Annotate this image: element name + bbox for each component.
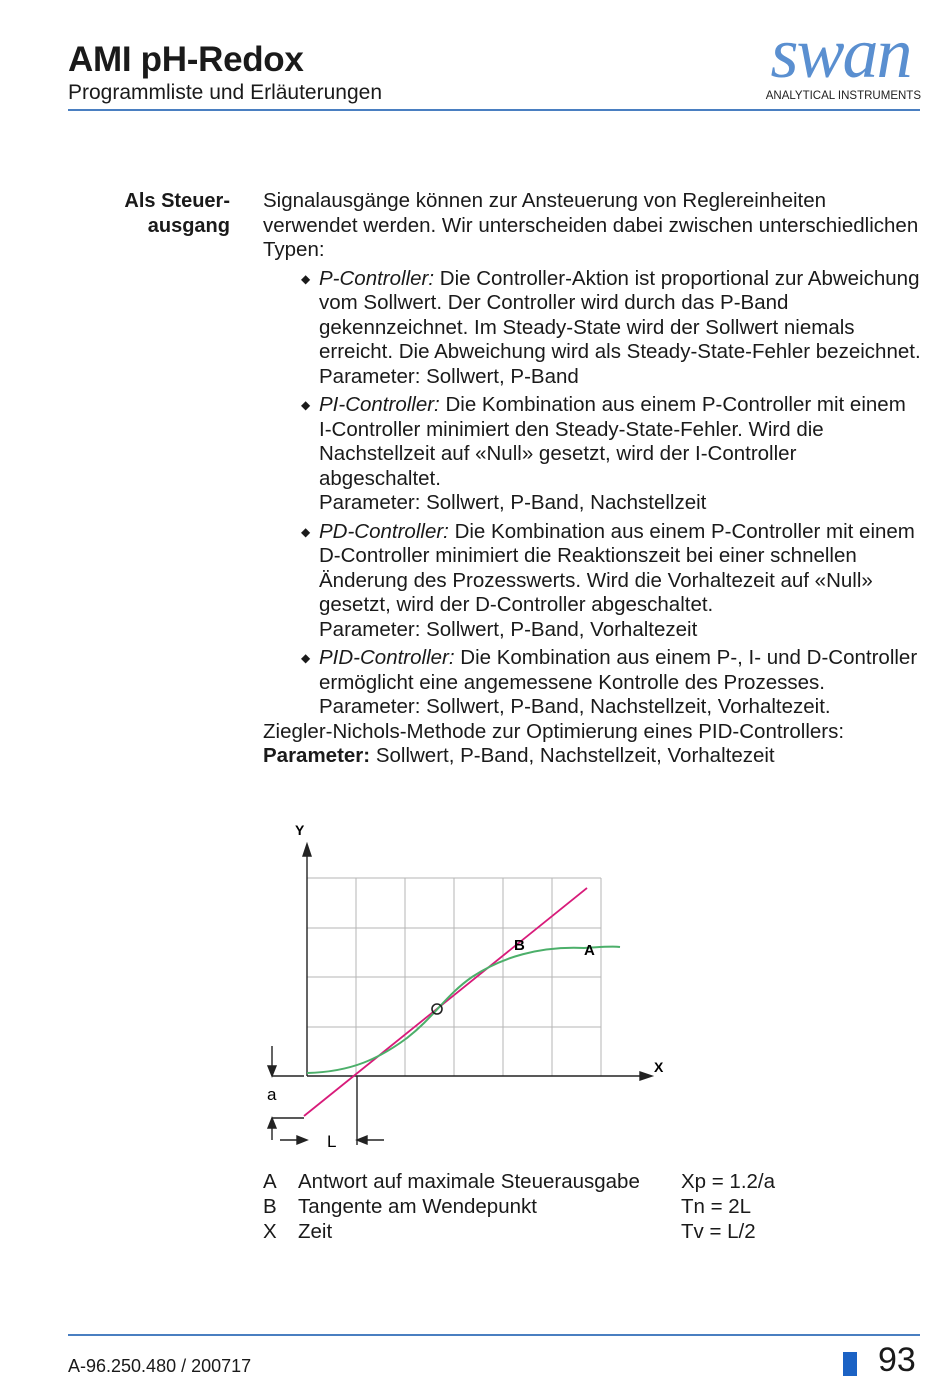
document-title: AMI pH-Redox: [68, 40, 304, 79]
page-marker: [843, 1352, 857, 1376]
diamond-bullet-icon: ◆: [301, 271, 311, 286]
y-axis-arrow-icon: [303, 844, 311, 856]
logo-wordmark: swan: [770, 13, 911, 93]
tangent-label: B: [514, 937, 525, 954]
l-dimension-left-arrow-icon: [297, 1136, 307, 1144]
controller-params: Parameter: Sollwert, P-Band, Nachstellzeit, Vorhaltezeit.: [319, 695, 831, 718]
section-body: [263, 189, 923, 769]
document-subtitle: Programmliste und Erläuterungen: [68, 81, 382, 104]
legend-text: Zeit: [298, 1220, 333, 1243]
header-rule: [68, 109, 920, 111]
controller-params: Parameter: Sollwert, P-Band: [319, 364, 579, 388]
controller-name: PI-Controller:: [319, 393, 440, 416]
controller-description: Die Kombination aus einem P-, I- und D-Controller ermöglicht eine angemessene Kontrolle des Prozesses.: [319, 646, 918, 694]
document-number: A-96.250.480 / 200717: [68, 1356, 252, 1376]
controller-description: Die Kombination aus einem P-Controller mit einem I-Controller minimiert den Steady-State-Fehler. Wird die Nachstellzeit auf «Null» gesetzt, wird der I-Controller abgeschaltet.: [319, 393, 906, 490]
offset-label: a: [267, 1085, 277, 1104]
controller-item: [263, 646, 923, 720]
a-dimension-bottom-arrow-icon: [268, 1118, 276, 1128]
legend-key: B: [263, 1195, 277, 1218]
legend-formula: Tv = L/2: [681, 1220, 756, 1243]
legend-key: A: [263, 1170, 277, 1193]
controller-item: [263, 393, 923, 516]
method-line: Ziegler-Nichols-Methode zur Optimierung eines PID-Controllers:: [263, 719, 845, 743]
legend-formula: Tn = 2L: [681, 1195, 752, 1218]
a-dimension-top-arrow-icon: [268, 1066, 276, 1076]
section-side-heading: [80, 189, 230, 239]
y-axis-label: Y: [295, 822, 305, 838]
controller-description: Die Kombination aus einem P-Controller mit einem D-Controller minimiert die Reaktionszeit bei einer schnellen Änderung des Prozesswerts. Wird die Vorhaltezeit auf «Null» gesetzt, wird der D-Controller abgeschaltet.: [319, 519, 915, 616]
ziegler-nichols-diagram: [262, 820, 682, 1155]
parameter-line: [263, 744, 923, 769]
controller-params: Parameter: Sollwert, P-Band, Nachstellzeit: [319, 491, 707, 514]
logo-tagline: ANALYTICAL INSTRUMENTS: [765, 90, 921, 102]
legend-key: X: [263, 1220, 277, 1243]
diamond-bullet-icon: ◆: [301, 524, 311, 539]
footer-rule: [68, 1334, 920, 1336]
legend-formula: Xp = 1.2/a: [681, 1170, 776, 1193]
page-number: 93: [878, 1341, 916, 1379]
controller-params: Parameter: Sollwert, P-Band, Vorhaltezeit: [319, 617, 698, 641]
controller-name: PID-Controller:: [319, 646, 455, 669]
parameter-value: Sollwert, P-Band, Nachstellzeit, Vorhaltezeit: [370, 744, 775, 767]
diamond-bullet-icon: ◆: [301, 398, 311, 412]
diagram-axes: [268, 844, 652, 1145]
controller-item: [263, 520, 923, 643]
curve-label: A: [584, 942, 595, 959]
side-heading-line1: Als Steuer-: [124, 190, 230, 212]
tangent-line: [304, 888, 587, 1116]
legend-text: Antwort auf maximale Steuerausgabe: [298, 1170, 640, 1193]
controller-item: [263, 267, 923, 390]
diamond-bullet-icon: ◆: [301, 651, 311, 665]
x-axis-arrow-icon: [640, 1072, 652, 1080]
x-axis-label: X: [654, 1059, 664, 1075]
l-dimension-right-arrow-icon: [357, 1136, 367, 1144]
controller-name: PD-Controller:: [319, 519, 449, 543]
side-heading-line2: ausgang: [147, 215, 230, 237]
parameter-label: Parameter:: [263, 744, 371, 767]
controller-name: P-Controller:: [319, 266, 435, 290]
response-curve: [307, 947, 620, 1073]
controller-description: Die Controller-Aktion ist proportional zur Abweichung vom Sollwert. Der Controller wird durch das P-Band gekennzeichnet. Im Steady-State wird der Sollwert niemals erreicht. Die Abweichung wird als Steady-State-Fehler bezeichnet.: [319, 266, 921, 363]
delay-label: L: [327, 1132, 337, 1151]
diagram-grid: [307, 878, 601, 1076]
swan-logo: [758, 13, 923, 108]
legend-text: Tangente am Wendepunkt: [298, 1195, 537, 1218]
intro-paragraph: Signalausgänge können zur Ansteuerung von Reglereinheiten verwendet werden. Wir unterscheiden dabei zwischen unterschiedlichen Typen:: [263, 189, 919, 261]
